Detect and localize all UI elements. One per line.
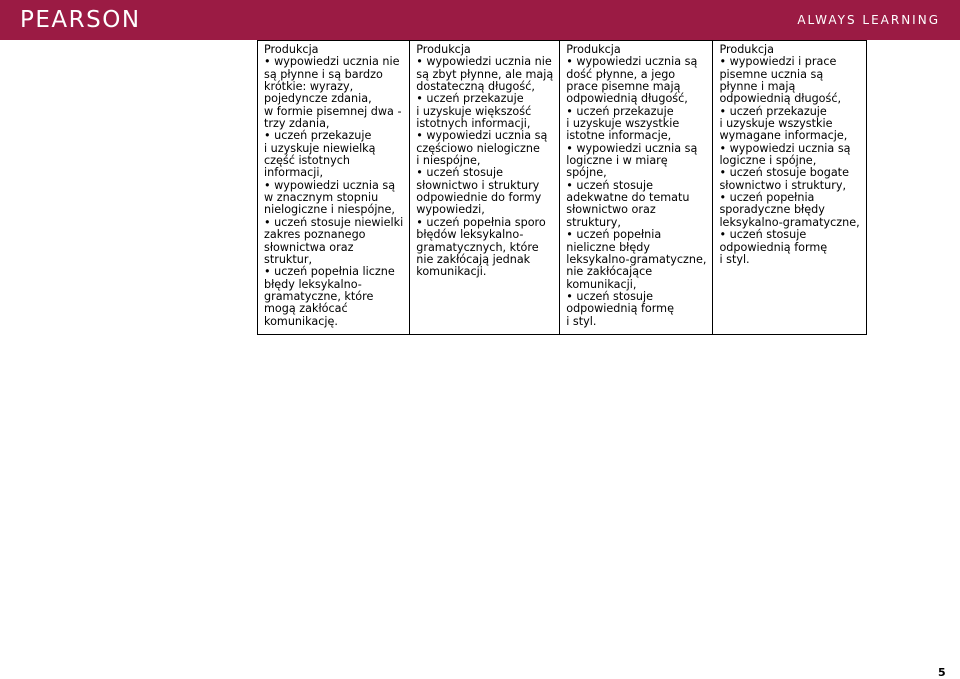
rubric-table [257, 40, 867, 335]
cell-description [264, 56, 403, 328]
cell-text-line: mogą zakłócać [264, 302, 348, 316]
cell-text-line: • uczeń popełnia [566, 228, 662, 242]
cell-text-line: krótkie: wyrazy, [264, 80, 354, 94]
cell-text-line: w formie pisemnej dwa - [264, 104, 402, 118]
cell-text-line: • uczeń przekazuje [719, 104, 827, 118]
cell-text-line: logiczne i w miarę [566, 154, 668, 168]
cell-text-line: odpowiednią długość, [566, 92, 688, 106]
cell-text-line: leksykalno-gramatyczne, [566, 252, 707, 266]
cell-text-line: i styl. [719, 252, 750, 266]
cell-text-line: odpowiednią formę [566, 302, 674, 316]
cell-text-line: struktur, [264, 252, 313, 266]
cell-text-line: odpowiednią długość, [719, 92, 842, 106]
cell-text-line: • uczeń stosuje niewielki [264, 215, 404, 229]
cell-text-line: dostateczną długość, [416, 80, 535, 94]
cell-text-line: wymagane informacje, [719, 129, 848, 143]
cell-text-line: zakres poznanego [264, 228, 366, 242]
rubric-cell-2 [410, 41, 560, 335]
cell-description [566, 56, 706, 328]
cell-text-line: adekwatne do tematu [566, 191, 690, 205]
cell-text-line: nie zakłócające [566, 265, 653, 279]
rubric-cell-4 [713, 41, 866, 335]
cell-text-line: informacji, [264, 166, 324, 180]
cell-text-line: odpowiednie do formy [416, 191, 542, 205]
cell-text-line: prace pisemne mają [566, 80, 681, 94]
cell-text-line: odpowiednią formę [719, 240, 828, 254]
pearson-logo: PEARSON [20, 7, 141, 33]
page-number: 5 [938, 666, 946, 679]
cell-text-line: logiczne i spójne, [719, 154, 817, 168]
cell-text-line: • uczeń przekazuje [416, 92, 524, 106]
cell-title: Produkcja [416, 43, 471, 56]
cell-text-line: • uczeń popełnia liczne [264, 265, 395, 279]
cell-text-line: gramatyczne, które [264, 289, 374, 303]
cell-text-line: trzy zdania, [264, 117, 330, 131]
cell-text-line: błędów leksykalno- [416, 228, 524, 242]
cell-text-line: słownictwo oraz [566, 203, 656, 217]
cell-text-line: błędy leksykalno- [264, 277, 362, 291]
cell-text-line: struktury, [566, 215, 621, 229]
cell-text-line: • wypowiedzi ucznia są [264, 178, 396, 192]
cell-text-line: • uczeń stosuje bogate [719, 166, 849, 180]
cell-text-line: komunikacji. [416, 265, 487, 279]
cell-text-line: nie zakłócają jednak [416, 252, 531, 266]
cell-text-line: • uczeń przekazuje [264, 129, 372, 143]
cell-text-line: i niespójne, [416, 154, 481, 168]
cell-text-line: słownictwo i struktury [416, 178, 540, 192]
cell-text-line: leksykalno-gramatyczne, [719, 215, 860, 229]
cell-text-line: nielogiczne i niespójne, [264, 203, 395, 217]
cell-text-line: spójne, [566, 166, 607, 180]
cell-text-line: płynne i mają [719, 80, 796, 94]
cell-text-line: część istotnych [264, 154, 350, 168]
cell-text-line: są płynne i są bardzo [264, 67, 383, 81]
rubric-row [258, 41, 867, 335]
cell-text-line: w znacznym stopniu [264, 191, 379, 205]
cell-text-line: • uczeń stosuje [416, 166, 504, 180]
cell-text-line: dość płynne, a jego [566, 67, 676, 81]
cell-text-line: pojedyncze zdania, [264, 92, 372, 106]
header-banner [0, 0, 960, 40]
cell-text-line: • wypowiedzi ucznia nie [416, 55, 552, 69]
cell-text-line: • uczeń stosuje [719, 228, 807, 242]
cell-text-line: wypowiedzi, [416, 203, 485, 217]
rubric-cell-3 [560, 41, 713, 335]
header-tagline: ALWAYS LEARNING [797, 13, 940, 27]
cell-text-line: i uzyskuje wszystkie [566, 117, 680, 131]
cell-text-line: • uczeń popełnia sporo [416, 215, 546, 229]
cell-text-line: • wypowiedzi ucznia nie [264, 55, 400, 69]
cell-text-line: • wypowiedzi ucznia są [719, 141, 851, 155]
cell-text-line: komunikacji, [566, 277, 637, 291]
cell-text-line: są zbyt płynne, ale mają [416, 67, 554, 81]
cell-text-line: • wypowiedzi i prace [719, 55, 837, 69]
cell-text-line: • uczeń stosuje [566, 178, 654, 192]
cell-text-line: sporadyczne błędy [719, 203, 825, 217]
cell-text-line: • wypowiedzi ucznia są [566, 55, 698, 69]
cell-title: Produkcja [264, 43, 319, 56]
cell-description [719, 56, 859, 266]
cell-text-line: komunikację. [264, 314, 338, 328]
cell-text-line: pisemne ucznia są [719, 67, 824, 81]
cell-text-line: i uzyskuje większość [416, 104, 532, 118]
cell-text-line: nieliczne błędy [566, 240, 650, 254]
cell-description [416, 56, 553, 278]
cell-text-line: słownictwo i struktury, [719, 178, 847, 192]
cell-text-line: istotne informacje, [566, 129, 672, 143]
cell-text-line: • uczeń przekazuje [566, 104, 674, 118]
cell-text-line: i uzyskuje wszystkie [719, 117, 833, 131]
cell-text-line: • uczeń popełnia [719, 191, 815, 205]
cell-text-line: • uczeń stosuje [566, 289, 654, 303]
cell-text-line: słownictwa oraz [264, 240, 354, 254]
cell-text-line: i uzyskuje niewielką [264, 141, 376, 155]
cell-title: Produkcja [566, 43, 621, 56]
cell-text-line: • wypowiedzi ucznia są [566, 141, 698, 155]
cell-text-line: i styl. [566, 314, 597, 328]
rubric-cell-1 [258, 41, 410, 335]
cell-text-line: • wypowiedzi ucznia są [416, 129, 548, 143]
cell-title: Produkcja [719, 43, 774, 56]
cell-text-line: częściowo nielogiczne [416, 141, 540, 155]
cell-text-line: istotnych informacji, [416, 117, 531, 131]
cell-text-line: gramatycznych, które [416, 240, 539, 254]
